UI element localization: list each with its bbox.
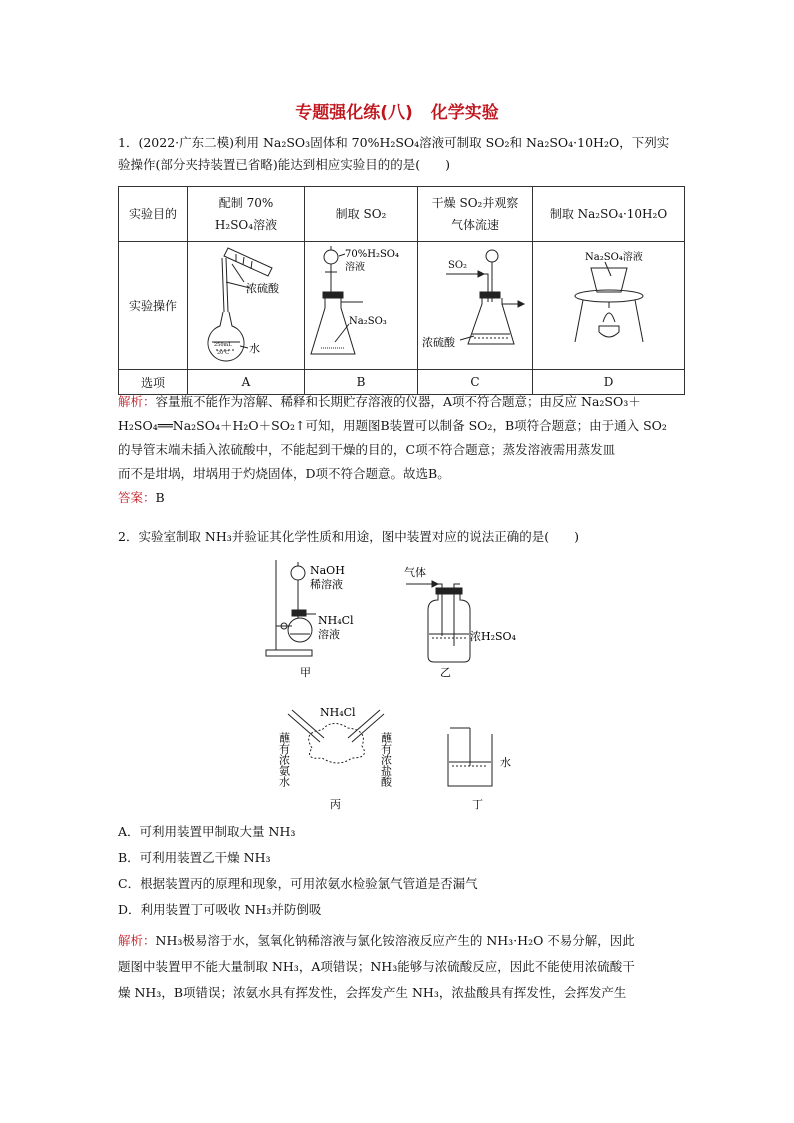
figure-bing-glass-rods (272, 702, 402, 812)
fig-jia-caption: 甲 (300, 666, 311, 679)
table-cell-figure-d (533, 242, 685, 370)
q1-stem-line2: 验操作(部分夹持装置已省略)能达到相应实验目的的是( ) (118, 157, 451, 172)
analysis-label: 解析： (118, 394, 156, 409)
fig-a-mark2: 20℃ (217, 350, 229, 356)
fig-b-solid-label: Na₂SO₃ (349, 316, 387, 327)
fig-a-mark1: 250mL (214, 342, 232, 348)
figure-c-drying-flask (418, 242, 532, 366)
q2-option-c: C．根据装置丙的原理和现象，可用浓氨水检验氯气管道是否漏气 (118, 876, 478, 891)
figure-a-volumetric-flask (188, 242, 304, 366)
fig-bing-right-label: 蘸有浓盐酸 (379, 732, 393, 787)
table-cell-purpose-d: 制取 Na₂SO₄·10H₂O (533, 187, 685, 242)
q2-stem: 2．实验室制取 NH₃并验证其化学性质和用途，图中装置对应的说法正确的是( ) (118, 529, 580, 544)
table-cell-figure-c (418, 242, 533, 370)
table-header-option: 选项 (119, 370, 188, 395)
fig-bing-top-label: NH₄Cl (320, 706, 356, 719)
answer-label: 答案： (118, 490, 156, 505)
fig-jia-label1: NaOH (310, 564, 345, 577)
fig-jia-label3: NH₄Cl (318, 614, 354, 627)
table-cell-purpose-b: 制取 SO₂ (305, 187, 418, 242)
table-option-b: B (305, 370, 418, 395)
figure-b-gas-generator (305, 242, 417, 366)
fig-a-acid-label: 浓硫酸 (246, 282, 279, 295)
fig-d-solution-label: Na₂SO₄溶液 (584, 252, 643, 263)
q1-experiment-table (118, 186, 685, 395)
fig-c-gas-label: SO₂ (448, 260, 468, 271)
q1-stem (118, 132, 688, 176)
table-option-a: A (188, 370, 305, 395)
table-header-purpose: 实验目的 (119, 187, 188, 242)
q2-analysis: 解析：NH₃极易溶于水，氢氧化钠稀溶液与氯化铵溶液反应产生的 NH₃·H₂O 不易分解，因此 题图中装置甲不能大量制取 NH₃，A项错误；NH₃能够与浓硫酸反应，因此不能使用浓硫酸干 燥 NH₃，B项错误；浓氨水具有挥发性，会挥发产生 NH₃，浓盐酸具有挥发性，会挥发产生 (118, 933, 635, 1000)
table-option-d: D (533, 370, 685, 395)
fig-c-acid-label: 浓硫酸 (422, 336, 455, 349)
table-cell-figure-b (305, 242, 418, 370)
fig-jia-label4: 溶液 (318, 628, 340, 641)
figure-d-crucible-heating (541, 242, 677, 366)
q2-analysis-label: 解析： (118, 933, 156, 948)
fig-bing-caption: 丙 (330, 798, 341, 811)
page-title: 专题强化练(八) 化学实验 (295, 103, 499, 123)
table-cell-figure-a (188, 242, 305, 370)
fig-jia-label2: 稀溶液 (310, 578, 343, 591)
fig-b-acid-label2: 溶液 (345, 262, 365, 273)
answer-value: B (155, 490, 165, 505)
table-option-c: C (418, 370, 533, 395)
figure-jia-ammonia-generator (262, 556, 372, 686)
q2-option-b: B．可利用装置乙干燥 NH₃ (118, 850, 271, 865)
fig-yi-acid-label: 浓H₂SO₄ (470, 630, 516, 643)
table-cell-purpose-c: 干燥 SO₂并观察 气体流速 (418, 187, 533, 242)
fig-ding-water-label: 水 (500, 756, 511, 769)
figure-yi-gas-washing-bottle (398, 566, 528, 678)
fig-a-water-label: 水 (249, 342, 260, 355)
q1-stem-line1: 1．(2022·广东二模)利用 Na₂SO₃固体和 70%H₂SO₄溶液可制取 SO₂和 Na₂SO₄·10H₂O，下列实 (118, 135, 670, 150)
fig-ding-caption: 丁 (472, 798, 483, 811)
q2-option-a: A．可利用装置甲制取大量 NH₃ (118, 824, 296, 839)
table-cell-purpose-a: 配制 70% H₂SO₄溶液 (188, 187, 305, 242)
table-header-operation: 实验操作 (119, 242, 188, 370)
fig-yi-caption: 乙 (440, 666, 451, 678)
q1-analysis: 解析：容量瓶不能作为溶解、稀释和长期贮存溶液的仪器，A项不符合题意；由反应 Na₂SO₃＋ H₂SO₄══Na₂SO₄＋H₂O＋SO₂↑可知，用题图B装置可以制备 SO₂，B项符合题意；由于通入 SO₂ 的导管末端未插入浓硫酸中，不能起到干燥的目的，C项不符合题意；蒸发溶液需用蒸发皿 而不是坩埚，坩埚用于灼烧固体，D项不符合题意。故选B。 答案：B (118, 394, 667, 505)
q2-option-d: D．利用装置丁可吸收 NH₃并防倒吸 (118, 902, 322, 917)
fig-bing-left-label: 蘸有浓氨水 (277, 732, 291, 787)
figure-ding-absorption-beaker (440, 722, 530, 812)
fig-yi-gas-label: 气体 (404, 566, 426, 579)
fig-b-acid-label1: 70%H₂SO₄ (345, 249, 400, 260)
